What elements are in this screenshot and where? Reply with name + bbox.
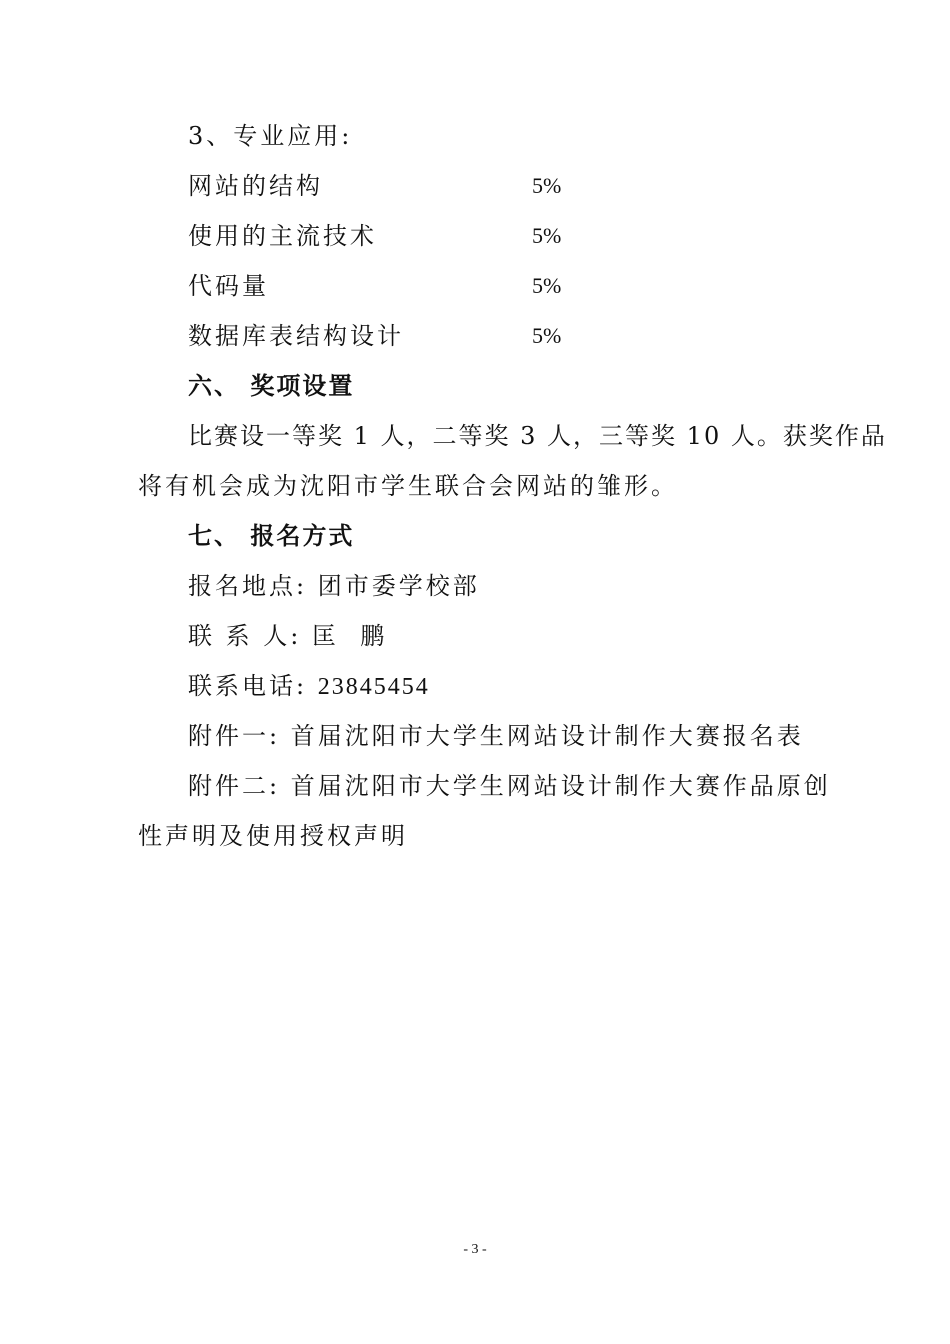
criteria-label-database: 数据库表结构设计 bbox=[188, 322, 404, 350]
contact-phone bbox=[188, 671, 430, 702]
criteria-weight-structure: 5% bbox=[532, 173, 562, 198]
attachment-1: 附件一: 首届沈阳市大学生网站设计制作大赛报名表 bbox=[188, 722, 804, 750]
section-3-title: 3、专业应用: bbox=[188, 122, 353, 150]
attachment-2-line-2: 性声明及使用授权声明 bbox=[138, 822, 408, 850]
criteria-weight-database: 5% bbox=[532, 323, 562, 348]
attachment-2-line-1: 附件二: 首届沈阳市大学生网站设计制作大赛作品原创 bbox=[188, 772, 831, 800]
contact-phone-label: 联系电话: bbox=[188, 672, 318, 700]
page-number: - 3 - bbox=[463, 1242, 487, 1257]
criteria-label-tech: 使用的主流技术 bbox=[188, 222, 377, 250]
contact-phone-number: 23845454 bbox=[317, 674, 430, 700]
contact-person: 联 系 人: 匡 鹏 bbox=[188, 622, 388, 650]
registration-location: 报名地点: 团市委学校部 bbox=[188, 572, 480, 600]
criteria-label-code: 代码量 bbox=[188, 272, 269, 300]
criteria-weight-tech: 5% bbox=[532, 223, 562, 248]
awards-paragraph-line-1: 比赛设一等奖 1 人，二等奖 3 人，三等奖 10 人。获奖作品 bbox=[188, 422, 887, 450]
criteria-label-structure: 网站的结构 bbox=[188, 172, 323, 200]
section-6-heading: 六、 奖项设置 bbox=[188, 372, 355, 400]
section-7-heading: 七、 报名方式 bbox=[188, 522, 355, 550]
awards-paragraph-line-2: 将有机会成为沈阳市学生联合会网站的雏形。 bbox=[138, 472, 678, 500]
criteria-weight-code: 5% bbox=[532, 273, 562, 298]
